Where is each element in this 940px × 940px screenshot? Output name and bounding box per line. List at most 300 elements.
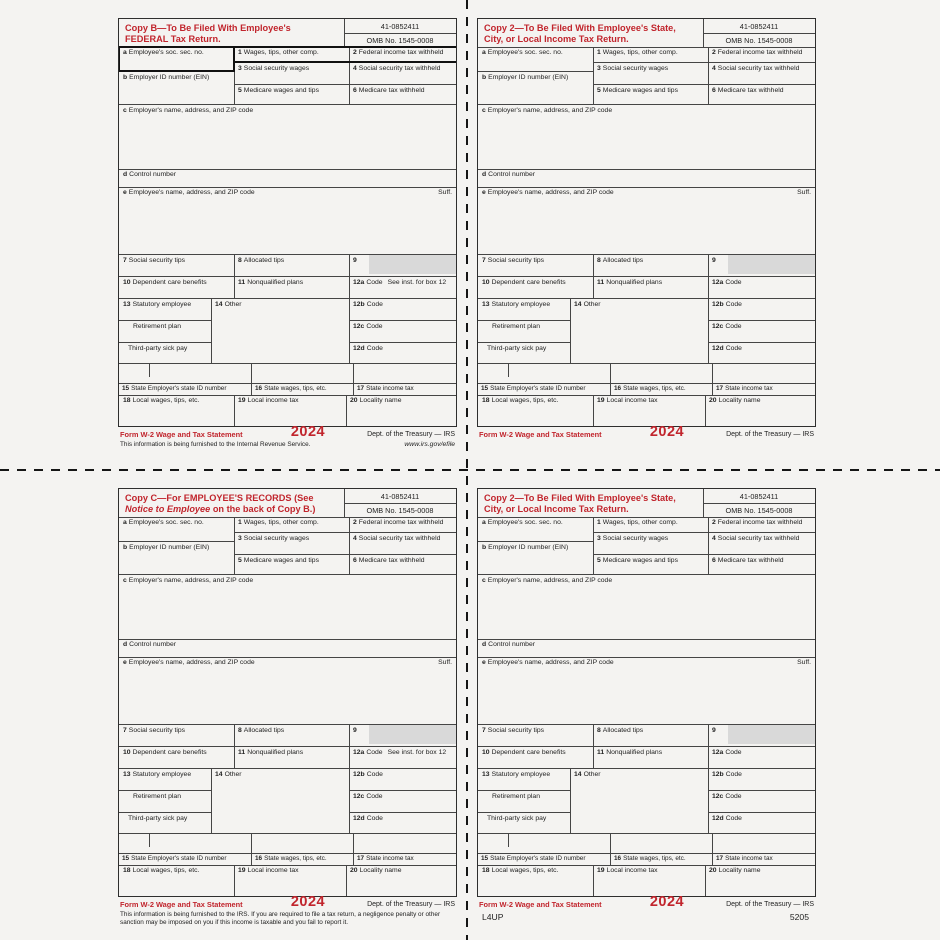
line — [610, 363, 611, 395]
line — [708, 254, 709, 363]
box-10-label — [482, 749, 566, 757]
box-17-text: State income tax — [366, 855, 414, 862]
box-20-label — [350, 867, 402, 875]
box-e-label — [482, 659, 614, 667]
box-10-number: 10 — [482, 749, 490, 756]
box-10-text: Dependent care benefits — [132, 279, 207, 286]
box-12a-label — [712, 279, 747, 287]
form-control-number: 41-0852411 — [739, 492, 779, 501]
box-c-number: c — [482, 107, 486, 114]
line — [349, 724, 350, 833]
box-11-text: Nonqualified plans — [247, 279, 304, 286]
box-13-retirement-label — [133, 323, 181, 331]
line — [478, 363, 815, 364]
box-8-number: 8 — [597, 257, 601, 264]
box-b-number: b — [123, 74, 128, 81]
box-19-number: 19 — [238, 867, 246, 874]
box-7-text: Social security tips — [487, 727, 545, 734]
line — [708, 342, 815, 343]
box-5-text: Medicare wages and tips — [243, 557, 319, 564]
box-a-text: Employee's soc. sec. no. — [128, 519, 204, 526]
copy-title — [125, 23, 341, 44]
box-12c-number: 12c — [353, 793, 365, 800]
line — [119, 865, 456, 866]
box-19-label — [238, 867, 299, 875]
box-16-label — [255, 855, 327, 863]
copy-title-line1: Copy 2—To Be Filed With Employee's State, — [484, 23, 676, 33]
line — [708, 517, 709, 574]
box-12b-text: Code — [725, 301, 742, 308]
box-b-number: b — [482, 74, 487, 81]
box-17-number: 17 — [716, 855, 724, 862]
box-19-text: Local income tax — [606, 867, 658, 874]
box-1-number: 1 — [597, 519, 601, 526]
box-6-number: 6 — [712, 557, 716, 564]
box-7-label — [123, 257, 185, 265]
line — [119, 853, 456, 854]
box-b-number: b — [482, 544, 487, 551]
line — [119, 541, 234, 542]
copy-title — [125, 493, 341, 514]
box-a-number: a — [123, 49, 127, 56]
box-4-text: Social security tax withheld — [358, 65, 441, 72]
footer-tax-year: 2024 — [290, 894, 326, 910]
box-7-number: 7 — [123, 727, 127, 734]
footer-treasury-text: Dept. of the Treasury — IRS — [726, 431, 814, 438]
box-3-number: 3 — [597, 535, 601, 542]
box-12a-text: Code — [725, 749, 742, 756]
line — [119, 298, 456, 299]
box-d-text: Control number — [129, 641, 177, 648]
box-12b-text: Code — [725, 771, 742, 778]
line — [705, 395, 706, 426]
form-table — [118, 488, 457, 897]
line — [234, 865, 235, 896]
box-19-number: 19 — [597, 397, 605, 404]
line — [119, 833, 456, 834]
box-11-text: Nonqualified plans — [247, 749, 304, 756]
box-20-number: 20 — [709, 397, 717, 404]
box-d-label — [482, 641, 535, 649]
box-9-shaded-area — [369, 725, 456, 744]
box-6-number: 6 — [353, 87, 357, 94]
box-6-text: Medicare tax withheld — [358, 87, 425, 94]
box-11-text: Nonqualified plans — [606, 279, 663, 286]
form-control-number: 41-0852411 — [380, 492, 420, 501]
box-13-text: Statutory employee — [491, 771, 551, 778]
box-16-text: State wages, tips, etc. — [264, 385, 327, 392]
box-13-retirement-label — [492, 323, 540, 331]
box-20-number: 20 — [709, 867, 717, 874]
line — [478, 768, 815, 769]
retirement-plan-text: Retirement plan — [133, 793, 181, 800]
box-13-number: 13 — [482, 771, 490, 778]
box-20-label — [709, 867, 761, 875]
box-15-label — [122, 385, 226, 393]
box-9-number: 9 — [712, 257, 716, 264]
box-15-label — [122, 855, 226, 863]
box-a-label — [482, 519, 563, 527]
omb-number: OMB No. 1545-0008 — [725, 35, 793, 45]
box-5-label — [238, 557, 319, 565]
line — [353, 363, 354, 395]
box-5-number: 5 — [597, 557, 601, 564]
box-e-number: e — [123, 659, 127, 666]
box-15-number: 15 — [122, 385, 130, 392]
box-9-label — [712, 727, 718, 735]
box-10-label — [123, 749, 207, 757]
box-4-number: 4 — [712, 535, 716, 542]
box-a-text: Employee's soc. sec. no. — [487, 49, 563, 56]
box-11-number: 11 — [597, 749, 605, 756]
box-1-label — [597, 49, 678, 57]
box-11-number: 11 — [597, 279, 605, 286]
box-5-text: Medicare wages and tips — [243, 87, 319, 94]
line — [570, 768, 571, 833]
box-a-number: a — [482, 49, 486, 56]
box-12a-number: 12a — [353, 749, 365, 756]
box-12a-number: 12a — [712, 279, 724, 286]
box-20-text: Locality name — [359, 397, 402, 404]
box-1-number: 1 — [238, 49, 242, 56]
box-1-label — [597, 519, 678, 527]
box-e-number: e — [123, 189, 127, 196]
box-12c-label — [712, 793, 742, 801]
footer-tax-year: 2024 — [649, 424, 685, 440]
box-10-number: 10 — [123, 279, 131, 286]
box-12a-note: See inst. for box 12 — [387, 749, 447, 756]
box-11-label — [238, 749, 303, 757]
box-17-text: State income tax — [366, 385, 414, 392]
line — [234, 395, 235, 426]
line — [593, 554, 815, 555]
line — [346, 865, 347, 896]
box-13-label — [482, 771, 550, 779]
footer-tax-year: 2024 — [290, 424, 326, 440]
box-6-label — [353, 557, 425, 565]
line — [346, 395, 347, 426]
omb-number: OMB No. 1545-0008 — [366, 35, 434, 45]
copy-title-line2 — [484, 504, 700, 515]
box-10-label — [123, 279, 207, 287]
box-13-label — [123, 771, 191, 779]
box-8-label — [238, 727, 284, 735]
line — [593, 724, 594, 768]
box-4-text: Social security tax withheld — [358, 535, 441, 542]
suffix-label: Suff. — [797, 659, 811, 666]
box-19-text: Local income tax — [606, 397, 658, 404]
line — [234, 517, 235, 574]
box-10-text: Dependent care benefits — [132, 749, 207, 756]
box-1-text: Wages, tips, other comp. — [602, 519, 678, 526]
box-8-text: Allocated tips — [243, 727, 285, 734]
box-14-text: Other — [224, 771, 242, 778]
line — [478, 657, 815, 658]
line — [478, 169, 815, 170]
box-2-text: Federal income tax withheld — [717, 519, 803, 526]
line — [119, 363, 456, 364]
box-10-text: Dependent care benefits — [491, 279, 566, 286]
third-party-sick-pay-text: Third-party sick pay — [487, 345, 547, 352]
box-16-number: 16 — [614, 385, 622, 392]
box-14-text: Other — [224, 301, 242, 308]
box-12d-text: Code — [366, 345, 383, 352]
box-b-label — [123, 544, 209, 552]
box-16-label — [255, 385, 327, 393]
line — [478, 298, 815, 299]
line — [119, 639, 456, 640]
box-12d-number: 12d — [353, 345, 365, 352]
form-control-number: 41-0852411 — [380, 22, 420, 31]
line — [119, 517, 456, 518]
box-2-text: Federal income tax withheld — [358, 519, 444, 526]
line — [251, 833, 252, 865]
box-b-text: Employer ID number (EIN) — [129, 544, 210, 551]
box-13-number: 13 — [123, 301, 131, 308]
box-7-number: 7 — [123, 257, 127, 264]
line — [119, 768, 456, 769]
box-15-label — [481, 385, 585, 393]
box-3-number: 3 — [238, 535, 242, 542]
box-3-label — [597, 535, 668, 543]
copy-title-line2-text: City, or Local Income Tax Return. — [484, 503, 629, 514]
box-15-number: 15 — [122, 855, 130, 862]
line — [478, 71, 593, 72]
box-13-number: 13 — [123, 771, 131, 778]
box-2-label — [712, 49, 802, 57]
box-c-text: Employer's name, address, and ZIP code — [128, 107, 254, 114]
box-4-number: 4 — [353, 65, 357, 72]
box-11-label — [597, 279, 662, 287]
box-12b-number: 12b — [353, 771, 365, 778]
copy-title-line2-text: on the back of Copy B.) — [210, 503, 316, 514]
box-14-label — [574, 771, 601, 779]
box-e-text: Employee's name, address, and ZIP code — [487, 659, 614, 666]
box-6-number: 6 — [712, 87, 716, 94]
line — [119, 320, 211, 321]
line — [610, 833, 611, 865]
box-20-number: 20 — [350, 397, 358, 404]
line — [478, 104, 815, 105]
box-12b-number: 12b — [712, 301, 724, 308]
box-17-label — [716, 855, 773, 863]
box-13-retirement-label — [133, 793, 181, 801]
box-17-label — [357, 385, 414, 393]
form-table — [477, 488, 816, 897]
form-table — [477, 18, 816, 427]
box-20-label — [709, 397, 761, 405]
box-d-number: d — [482, 641, 487, 648]
box-9-label — [353, 257, 359, 265]
retirement-plan-text: Retirement plan — [492, 323, 540, 330]
box-6-label — [712, 557, 784, 565]
box-4-number: 4 — [712, 65, 716, 72]
line — [593, 84, 815, 85]
copy-title-line2 — [125, 34, 341, 45]
box-4-label — [353, 535, 440, 543]
box-12b-text: Code — [366, 301, 383, 308]
box-12c-number: 12c — [353, 323, 365, 330]
line — [349, 320, 456, 321]
box-b-label — [482, 544, 568, 552]
box-12c-number: 12c — [712, 323, 724, 330]
box-1-text: Wages, tips, other comp. — [243, 519, 319, 526]
box-4-text: Social security tax withheld — [717, 65, 800, 72]
box-6-text: Medicare tax withheld — [717, 87, 784, 94]
line — [570, 298, 571, 363]
box-2-number: 2 — [353, 49, 357, 56]
line — [478, 812, 570, 813]
box-1-label — [238, 519, 319, 527]
line — [149, 833, 150, 847]
line — [353, 833, 354, 865]
box-12b-label — [712, 301, 742, 309]
box-6-text: Medicare tax withheld — [358, 557, 425, 564]
line — [234, 254, 235, 298]
w2-form-copy-2-upper — [477, 18, 816, 470]
line — [349, 790, 456, 791]
line — [119, 342, 211, 343]
box-12d-number: 12d — [712, 345, 724, 352]
box-13-number: 13 — [482, 301, 490, 308]
box-5-text: Medicare wages and tips — [602, 557, 678, 564]
printer-code-left: L4UP — [482, 912, 504, 922]
line — [593, 517, 594, 574]
box-12d-label — [712, 345, 742, 353]
box-14-label — [215, 301, 242, 309]
box-12b-label — [712, 771, 742, 779]
line — [478, 395, 815, 396]
box-14-number: 14 — [215, 771, 223, 778]
line — [478, 320, 570, 321]
box-b-text: Employer ID number (EIN) — [488, 74, 569, 81]
box-e-text: Employee's name, address, and ZIP code — [128, 189, 255, 196]
box-15-text: State Employer's state ID number — [131, 385, 227, 392]
suffix-label: Suff. — [797, 189, 811, 196]
box-3-number: 3 — [238, 65, 242, 72]
box-3-label — [597, 65, 668, 73]
box-c-text: Employer's name, address, and ZIP code — [487, 577, 613, 584]
box-12a-text: Code — [366, 749, 383, 756]
box-16-number: 16 — [614, 855, 622, 862]
footer-disclaimer: This information is being furnished to the Internal Revenue Service. — [120, 441, 311, 448]
third-party-sick-pay-text: Third-party sick pay — [128, 815, 188, 822]
box-4-label — [712, 535, 799, 543]
line — [119, 812, 211, 813]
box-a-label — [123, 519, 204, 527]
box-12b-number: 12b — [712, 771, 724, 778]
copy-title — [484, 23, 700, 44]
box-b-text: Employer ID number (EIN) — [488, 544, 569, 551]
box-17-number: 17 — [716, 385, 724, 392]
box-2-label — [353, 49, 443, 57]
box-e-label — [123, 189, 255, 197]
box-1-text: Wages, tips, other comp. — [243, 49, 319, 56]
box-15-text: State Employer's state ID number — [490, 855, 586, 862]
box-19-text: Local income tax — [247, 867, 299, 874]
line — [478, 187, 815, 188]
box-12d-text: Code — [366, 815, 383, 822]
line — [478, 517, 815, 518]
box-9-number: 9 — [353, 257, 357, 264]
box-12a-note: See inst. for box 12 — [387, 279, 447, 286]
box-d-number: d — [123, 641, 128, 648]
copy-title-line2-text: City, or Local Income Tax Return. — [484, 33, 629, 44]
line — [478, 865, 815, 866]
box-14-number: 14 — [215, 301, 223, 308]
box-16-text: State wages, tips, etc. — [623, 855, 686, 862]
box-3-text: Social security wages — [602, 535, 669, 542]
box-17-text: State income tax — [725, 855, 773, 862]
third-party-sick-pay-text: Third-party sick pay — [487, 815, 547, 822]
box-7-label — [482, 257, 544, 265]
box-15-label — [481, 855, 585, 863]
line — [344, 33, 456, 34]
line — [593, 532, 815, 533]
box-11-label — [597, 749, 662, 757]
line — [119, 395, 456, 396]
box-4-label — [353, 65, 440, 73]
line — [349, 342, 456, 343]
box-9-label — [712, 257, 718, 265]
box-13-retirement-label — [492, 793, 540, 801]
box-16-number: 16 — [255, 385, 263, 392]
box-17-number: 17 — [357, 385, 365, 392]
box-9-label — [353, 727, 359, 735]
box-12a-text: Code — [725, 279, 742, 286]
box-5-number: 5 — [238, 557, 242, 564]
box-12c-label — [353, 323, 383, 331]
box-10-number: 10 — [123, 749, 131, 756]
box-12a-label — [353, 749, 446, 757]
line — [705, 865, 706, 896]
box-16-label — [614, 385, 686, 393]
box-11-text: Nonqualified plans — [606, 749, 663, 756]
line — [149, 363, 150, 377]
box-1-number: 1 — [597, 49, 601, 56]
line — [234, 532, 456, 533]
line — [478, 342, 570, 343]
box-2-number: 2 — [353, 519, 357, 526]
box-12d-label — [353, 815, 383, 823]
line — [119, 187, 456, 188]
footer-efile-url: www.irs.gov/efile — [404, 441, 455, 448]
line — [478, 276, 815, 277]
box-5-text: Medicare wages and tips — [602, 87, 678, 94]
box-17-label — [716, 385, 773, 393]
box-c-label — [482, 107, 612, 115]
box-10-label — [482, 279, 566, 287]
box-16-label — [614, 855, 686, 863]
box-12a-label — [712, 749, 747, 757]
box-18-number: 18 — [123, 397, 131, 404]
line — [349, 254, 350, 363]
box-e-number: e — [482, 189, 486, 196]
box-18-number: 18 — [482, 397, 490, 404]
box-c-label — [123, 577, 253, 585]
box-d-number: d — [482, 171, 487, 178]
line — [349, 812, 456, 813]
line — [478, 541, 593, 542]
line — [478, 746, 815, 747]
box-a-text: Employee's soc. sec. no. — [128, 49, 204, 56]
box-8-label — [597, 727, 643, 735]
line — [593, 395, 594, 426]
box-18-text: Local wages, tips, etc. — [132, 397, 200, 404]
copy-title-line2 — [125, 504, 341, 515]
box-e-number: e — [482, 659, 486, 666]
line — [703, 503, 815, 504]
